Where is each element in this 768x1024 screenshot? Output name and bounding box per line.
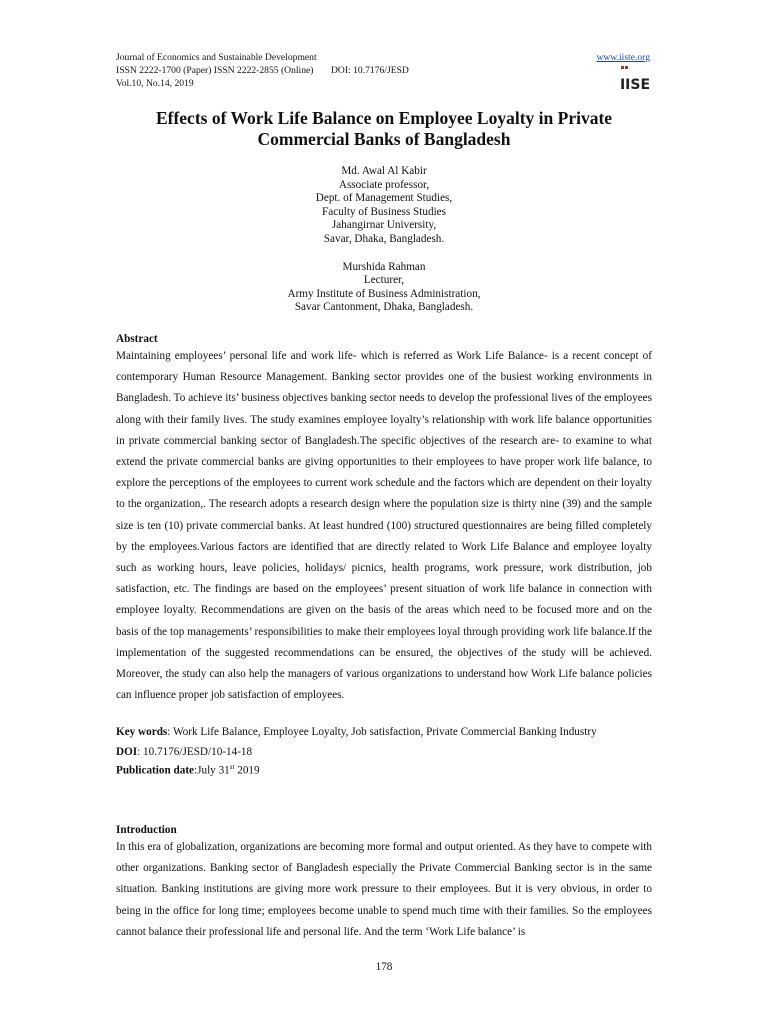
author2-name: Murshida Rahman [342, 260, 426, 273]
author2-position: Lecturer, [363, 274, 405, 287]
keywords-line [116, 725, 652, 739]
author1-position: Associate professor, [338, 178, 430, 191]
author1-name: Md. Awal Al Kabir [341, 165, 427, 177]
volume-line: Vol.10, No.14, 2019 [116, 78, 194, 89]
author2-institute: Army Institute of Business Administration, [287, 287, 481, 300]
paper-title: Effects of Work Life Balance on Employee Loyalty in Private Commercial Banks of Bangladesh [155, 108, 613, 149]
publication-label: Publication date [116, 764, 195, 777]
journal-header [116, 51, 652, 93]
doi-label: DOI [116, 746, 138, 758]
author2-location: Savar Cantonment, Dhaka, Bangladesh. [294, 301, 474, 314]
keywords-label: Key words [116, 726, 168, 738]
author1-faculty: Faculty of Business Studies [322, 205, 446, 218]
page-number: 178 [375, 961, 393, 973]
introduction-text: In this era of globalization, organizations are becoming more formal and output oriented. As they have to compete with other organizations. Banking sector of Bangladesh especially the Private Commercial Banking sector is in the same situation. Banking institutions are giving more work pressure to their employees. But it is very obvious, in order to being in the office for long time; employees become unable to spend much time with their families. So the employees cannot balance their professional life and personal life. And the term ‘Work Life balance’ is [116, 841, 652, 938]
doi-value: : 10.7176/JESD/10-14-18 [137, 746, 253, 758]
author1-university: Jahangirnar University, [331, 219, 437, 232]
abstract-heading: Abstract [116, 333, 158, 345]
publication-date: :July 31 [194, 764, 230, 777]
logo-text: IISE [620, 77, 650, 93]
author1-location: Savar, Dhaka, Bangladesh. [323, 232, 445, 245]
journal-name: Journal of Economics and Sustainable Development [116, 52, 317, 63]
author1-dept: Dept. of Management Studies, [315, 192, 453, 205]
issn-line: ISSN 2222-1700 (Paper) ISSN 2222-2855 (Online) [116, 65, 314, 76]
publication-date-suffix: st [229, 763, 235, 771]
keywords-text: : Work Life Balance, Employee Loyalty, Job satisfaction, Private Commercial Banking Industry [167, 726, 597, 738]
iiste-logo-icon [620, 65, 650, 93]
introduction-heading: Introduction [116, 824, 177, 836]
publication-date-line [116, 760, 260, 778]
author-block [116, 165, 652, 315]
journal-url-link[interactable]: www.iiste.org [596, 52, 650, 63]
abstract-text: Maintaining employees’ personal life and work life- which is referred as Work Life Balance- is a recent concept of contemporary Human Resource Management. Banking sector provides one of the busiest working environments in Bangladesh. To achieve its’ business objectives banking sector needs to develop the professional lives of the employees along with their family lives. The study examines employee loyalty’s relationship with work life balance opportunities in private commercial banking sector of Bangladesh.The specific objectives of the research are- to examine to what extend the private commercial banks are giving opportunities to their employees to have proper work life balance, to explore the perceptions of the employees to current work schedule and the factors which are dependent on their loyalty to the organization,. The research adopts a research design where the population size is thirty nine (39) and the sample size is ten (10) private commercial banks. At least hundred (100) structured questionnaires are being filled completely by the employees.Various factors are identified that are directly related to Work Life Balance and employee loyalty such as working hours, leave policies, holidays/ picnics, health programs, work pressure, work distribution, job satisfaction, etc. The findings are based on the employees’ present situation of work life balance in connection with employee loyalty. Recommendations are given on the basis of the areas which need to be focused more and on the basis of the top managements’ responsibilities to make their employees loyal through providing work life balance.If the implementation of the suggested recommendations can be ensured, the objectives of the study will be achieved. Moreover, the study can also help the managers of various organizations to understand how Work Life balance policies can influence proper job satisfaction of employees. [116, 350, 652, 702]
doi-line [116, 745, 252, 759]
journal-doi: DOI: 10.7176/JESD [331, 65, 409, 76]
publication-year: 2019 [234, 764, 260, 777]
